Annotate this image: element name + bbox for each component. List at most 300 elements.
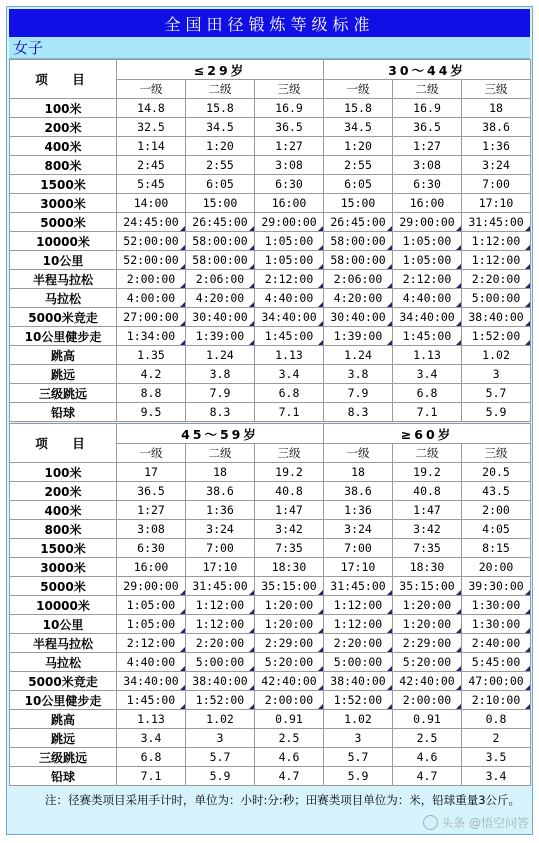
grade-value: 20:00 (462, 558, 531, 577)
grade-value: 8:15 (462, 539, 531, 558)
level-header: 三级 (462, 80, 531, 99)
grade-value: 4.2 (117, 365, 186, 384)
age-group-header: 45～59岁 (117, 424, 324, 444)
event-name: 3000米 (10, 194, 117, 213)
level-header: 二级 (186, 444, 255, 463)
grade-value: 1.13 (117, 710, 186, 729)
grade-value: 5:45 (117, 175, 186, 194)
grade-value: 15.8 (186, 99, 255, 118)
grade-value: 5.9 (186, 767, 255, 786)
event-name: 1500米 (10, 175, 117, 194)
grade-value: 4.7 (393, 767, 462, 786)
grade-value: 3.8 (186, 365, 255, 384)
grade-value: 5:20:00 (393, 653, 462, 672)
grade-value: 38.6 (186, 482, 255, 501)
grade-value: 16:00 (393, 194, 462, 213)
event-name: 半程马拉松 (10, 634, 117, 653)
grade-value: 1.02 (462, 346, 531, 365)
grade-value: 2:12:00 (255, 270, 324, 289)
grade-value: 2:40:00 (462, 634, 531, 653)
grade-value: 1:20 (186, 137, 255, 156)
grade-value: 0.8 (462, 710, 531, 729)
event-name: 跳高 (10, 710, 117, 729)
event-name: 铅球 (10, 767, 117, 786)
grade-value: 5.7 (462, 384, 531, 403)
grade-value: 7.9 (186, 384, 255, 403)
grade-value: 2:55 (324, 156, 393, 175)
table-row (10, 539, 531, 558)
grade-value: 1:20 (324, 137, 393, 156)
watermark (423, 814, 529, 831)
grade-value: 38:40:00 (462, 308, 531, 327)
grade-value: 29:00:00 (117, 577, 186, 596)
item-column-header: 项 目 (10, 424, 117, 463)
grade-value: 38.6 (462, 118, 531, 137)
level-header: 二级 (393, 80, 462, 99)
grade-value: 2:12:00 (393, 270, 462, 289)
grade-value: 3:08 (255, 156, 324, 175)
grade-value: 29:00:00 (393, 213, 462, 232)
table-row (10, 558, 531, 577)
grade-value: 1:05:00 (117, 596, 186, 615)
grade-value: 2:20:00 (462, 270, 531, 289)
grade-value: 16:00 (117, 558, 186, 577)
grade-value: 1:36 (186, 501, 255, 520)
grade-value: 7.1 (255, 403, 324, 422)
grade-value: 5:00:00 (186, 653, 255, 672)
grade-value: 16.9 (393, 99, 462, 118)
grade-value: 4:40:00 (117, 653, 186, 672)
watermark-logo-icon (423, 815, 438, 830)
event-name: 200米 (10, 482, 117, 501)
grade-value: 6:30 (255, 175, 324, 194)
table-row (10, 710, 531, 729)
grade-value: 15:00 (186, 194, 255, 213)
grade-value: 1:45:00 (255, 327, 324, 346)
grade-value: 4:20:00 (186, 289, 255, 308)
event-name: 5000米竞走 (10, 672, 117, 691)
grade-value: 52:00:00 (117, 251, 186, 270)
event-name: 10公里健步走 (10, 327, 117, 346)
event-name: 10公里 (10, 251, 117, 270)
grade-value: 52:00:00 (117, 232, 186, 251)
grade-value: 1.24 (324, 346, 393, 365)
grade-value: 1.02 (324, 710, 393, 729)
grade-value: 3.4 (255, 365, 324, 384)
grade-value: 29:00:00 (255, 213, 324, 232)
grade-value: 31:45:00 (186, 577, 255, 596)
event-name: 半程马拉松 (10, 270, 117, 289)
grade-value: 1:20:00 (393, 596, 462, 615)
age-group-header: 30～44岁 (324, 60, 531, 80)
grade-value: 1:27 (393, 137, 462, 156)
grade-value: 1:12:00 (324, 596, 393, 615)
table-row (10, 346, 531, 365)
level-header: 三级 (255, 444, 324, 463)
table-row (10, 118, 531, 137)
grade-value: 3:24 (462, 156, 531, 175)
age-group-header: ≤29岁 (117, 60, 324, 80)
grade-value: 1:20:00 (255, 615, 324, 634)
level-header: 二级 (186, 80, 255, 99)
table-row (10, 99, 531, 118)
grade-value: 7:00 (462, 175, 531, 194)
table-row (10, 308, 531, 327)
event-name: 400米 (10, 501, 117, 520)
grade-value: 1:47 (393, 501, 462, 520)
event-name: 跳远 (10, 729, 117, 748)
grade-value: 2 (462, 729, 531, 748)
level-header: 三级 (462, 444, 531, 463)
standards-table-lower (9, 423, 531, 786)
grade-value: 17:10 (324, 558, 393, 577)
grade-value: 2:12:00 (117, 634, 186, 653)
grade-value: 18 (324, 463, 393, 482)
level-header: 一级 (117, 80, 186, 99)
grade-value: 1:39:00 (186, 327, 255, 346)
grade-value: 1:12:00 (186, 596, 255, 615)
grade-value: 4:40:00 (393, 289, 462, 308)
grade-value: 1:05:00 (255, 251, 324, 270)
grade-value: 6:30 (393, 175, 462, 194)
grade-value: 39:30:00 (462, 577, 531, 596)
grade-value: 34:40:00 (117, 672, 186, 691)
grade-value: 6:30 (117, 539, 186, 558)
grade-value: 3.4 (393, 365, 462, 384)
event-name: 5000米竞走 (10, 308, 117, 327)
grade-value: 1:14 (117, 137, 186, 156)
grade-value: 8.8 (117, 384, 186, 403)
grade-value: 19.2 (393, 463, 462, 482)
table-row (10, 577, 531, 596)
grade-value: 58:00:00 (186, 232, 255, 251)
grade-value: 1:12:00 (324, 615, 393, 634)
table-row (10, 194, 531, 213)
grade-value: 2:20:00 (324, 634, 393, 653)
grade-value: 17:10 (462, 194, 531, 213)
table-row (10, 137, 531, 156)
grade-value: 1:34:00 (117, 327, 186, 346)
grade-value: 32.5 (117, 118, 186, 137)
grade-value: 58:00:00 (324, 251, 393, 270)
event-name: 10公里健步走 (10, 691, 117, 710)
table-row (10, 653, 531, 672)
grade-value: 17:10 (186, 558, 255, 577)
level-header: 一级 (324, 444, 393, 463)
grade-value: 1.24 (186, 346, 255, 365)
grade-value: 6.8 (117, 748, 186, 767)
grade-value: 3:08 (117, 520, 186, 539)
grade-value: 26:45:00 (324, 213, 393, 232)
grade-value: 35:15:00 (255, 577, 324, 596)
grade-value: 5.9 (462, 403, 531, 422)
table-row (10, 691, 531, 710)
grade-value: 5:20:00 (255, 653, 324, 672)
grade-value: 1:12:00 (186, 615, 255, 634)
grade-value: 0.91 (255, 710, 324, 729)
level-header: 三级 (255, 80, 324, 99)
grade-value: 7:35 (393, 539, 462, 558)
table-row (10, 748, 531, 767)
grade-value: 14.8 (117, 99, 186, 118)
grade-value: 2:00:00 (255, 691, 324, 710)
grade-value: 1:45:00 (117, 691, 186, 710)
grade-value: 14:00 (117, 194, 186, 213)
grade-value: 4.6 (255, 748, 324, 767)
grade-value: 38:40:00 (324, 672, 393, 691)
grade-value: 6:05 (186, 175, 255, 194)
grade-value: 1:47 (255, 501, 324, 520)
grade-value: 3.5 (462, 748, 531, 767)
grade-value: 1:39:00 (324, 327, 393, 346)
grade-value: 1:52:00 (186, 691, 255, 710)
grade-value: 34.5 (324, 118, 393, 137)
grade-value: 7:00 (324, 539, 393, 558)
grade-value: 5.7 (186, 748, 255, 767)
grade-value: 7.9 (324, 384, 393, 403)
level-header: 一级 (324, 80, 393, 99)
grade-value: 5.9 (324, 767, 393, 786)
grade-value: 1:36 (324, 501, 393, 520)
grade-value: 7.1 (393, 403, 462, 422)
table-row (10, 327, 531, 346)
grade-value: 1.13 (393, 346, 462, 365)
grade-value: 3:24 (186, 520, 255, 539)
event-name: 跳高 (10, 346, 117, 365)
grade-value: 5:45:00 (462, 653, 531, 672)
grade-value: 3.4 (462, 767, 531, 786)
table-row (10, 520, 531, 539)
grade-value: 6.8 (393, 384, 462, 403)
event-name: 10公里 (10, 615, 117, 634)
grade-value: 2:06:00 (324, 270, 393, 289)
event-name: 马拉松 (10, 653, 117, 672)
table-row (10, 767, 531, 786)
standards-table-upper (9, 59, 531, 422)
age-group-header: ≥60岁 (324, 424, 531, 444)
grade-value: 3:42 (393, 520, 462, 539)
grade-value: 34:40:00 (255, 308, 324, 327)
grade-value: 5:00:00 (324, 653, 393, 672)
table-row (10, 156, 531, 175)
grade-value: 18:30 (393, 558, 462, 577)
grade-value: 36.5 (255, 118, 324, 137)
table-row (10, 615, 531, 634)
event-name: 马拉松 (10, 289, 117, 308)
grade-value: 58:00:00 (186, 251, 255, 270)
grade-value: 26:45:00 (186, 213, 255, 232)
grade-value: 1:05:00 (117, 615, 186, 634)
age-header-row (10, 424, 531, 444)
event-name: 200米 (10, 118, 117, 137)
grade-value: 8.3 (186, 403, 255, 422)
grade-value: 3 (324, 729, 393, 748)
table-row (10, 501, 531, 520)
grade-value: 2:06:00 (186, 270, 255, 289)
grade-value: 1:36 (462, 137, 531, 156)
grade-value: 1.13 (255, 346, 324, 365)
grade-value: 1:20:00 (393, 615, 462, 634)
gender-label: 女子 (9, 37, 530, 59)
grade-value: 47:00:00 (462, 672, 531, 691)
event-name: 1500米 (10, 539, 117, 558)
table-row (10, 384, 531, 403)
grade-value: 3 (186, 729, 255, 748)
grade-value: 5.7 (324, 748, 393, 767)
grade-value: 30:40:00 (324, 308, 393, 327)
grade-value: 20.5 (462, 463, 531, 482)
watermark-text: 头条 @悟空问答 (441, 816, 529, 830)
grade-value: 4:20:00 (324, 289, 393, 308)
page-title: 全国田径锻炼等级标准 (9, 9, 530, 37)
grade-value: 38:40:00 (186, 672, 255, 691)
grade-value: 2:20:00 (186, 634, 255, 653)
event-name: 三级跳远 (10, 384, 117, 403)
table-row (10, 596, 531, 615)
grade-value: 58:00:00 (324, 232, 393, 251)
table-row (10, 251, 531, 270)
level-header: 二级 (393, 444, 462, 463)
event-name: 100米 (10, 99, 117, 118)
grade-value: 2:00:00 (117, 270, 186, 289)
grade-value: 42:40:00 (255, 672, 324, 691)
table-row (10, 403, 531, 422)
grade-value: 7:35 (255, 539, 324, 558)
event-name: 5000米 (10, 213, 117, 232)
grade-value: 6.8 (255, 384, 324, 403)
grade-value: 1:30:00 (462, 596, 531, 615)
footnote: 注：径赛类项目采用手计时，单位为：小时:分:秒；田赛类项目单位为：米，铅球重量3公斤。 (9, 787, 530, 833)
grade-value: 1:20:00 (255, 596, 324, 615)
grade-value: 18:30 (255, 558, 324, 577)
table-row (10, 232, 531, 251)
grade-value: 1:05:00 (393, 251, 462, 270)
grade-value: 7:00 (186, 539, 255, 558)
grade-value: 1:52:00 (324, 691, 393, 710)
event-name: 800米 (10, 156, 117, 175)
table-row (10, 482, 531, 501)
grade-value: 1:27 (255, 137, 324, 156)
grade-value: 3 (462, 365, 531, 384)
grade-value: 16:00 (255, 194, 324, 213)
grade-value: 42:40:00 (393, 672, 462, 691)
grade-value: 24:45:00 (117, 213, 186, 232)
grade-value: 1:05:00 (255, 232, 324, 251)
table-row (10, 729, 531, 748)
grade-value: 15.8 (324, 99, 393, 118)
event-name: 10000米 (10, 596, 117, 615)
table-row (10, 463, 531, 482)
grade-value: 4:05 (462, 520, 531, 539)
grade-value: 2:55 (186, 156, 255, 175)
grade-value: 18 (186, 463, 255, 482)
grade-value: 38.6 (324, 482, 393, 501)
grade-value: 4.6 (393, 748, 462, 767)
grade-value: 36.5 (393, 118, 462, 137)
grade-value: 2:45 (117, 156, 186, 175)
grade-value: 2:00:00 (393, 691, 462, 710)
grade-value: 3.4 (117, 729, 186, 748)
grade-value: 2:10:00 (462, 691, 531, 710)
grade-value: 8.3 (324, 403, 393, 422)
grade-value: 19.2 (255, 463, 324, 482)
grade-value: 1:05:00 (393, 232, 462, 251)
table-row (10, 175, 531, 194)
grade-value: 1.02 (186, 710, 255, 729)
grade-value: 31:45:00 (324, 577, 393, 596)
grade-value: 2:00 (462, 501, 531, 520)
grade-value: 1:30:00 (462, 615, 531, 634)
grade-value: 40.8 (255, 482, 324, 501)
table-row (10, 634, 531, 653)
grade-value: 2:29:00 (255, 634, 324, 653)
grade-value: 1:52:00 (462, 327, 531, 346)
grade-value: 4.7 (255, 767, 324, 786)
table-row (10, 289, 531, 308)
grade-value: 17 (117, 463, 186, 482)
grade-value: 0.91 (393, 710, 462, 729)
grade-value: 1:27 (117, 501, 186, 520)
grade-value: 34.5 (186, 118, 255, 137)
event-name: 5000米 (10, 577, 117, 596)
grade-value: 1.35 (117, 346, 186, 365)
table-row (10, 213, 531, 232)
grade-value: 2.5 (393, 729, 462, 748)
grade-value: 27:00:00 (117, 308, 186, 327)
grade-value: 16.9 (255, 99, 324, 118)
grade-value: 4:40:00 (255, 289, 324, 308)
grade-value: 36.5 (117, 482, 186, 501)
item-column-header: 项 目 (10, 60, 117, 99)
table-row (10, 365, 531, 384)
table-row (10, 270, 531, 289)
age-header-row (10, 60, 531, 80)
grade-value: 35:15:00 (393, 577, 462, 596)
grade-value: 3.8 (324, 365, 393, 384)
grade-value: 40.8 (393, 482, 462, 501)
grade-value: 43.5 (462, 482, 531, 501)
grade-value: 18 (462, 99, 531, 118)
grade-value: 4:00:00 (117, 289, 186, 308)
grade-value: 3:42 (255, 520, 324, 539)
grade-value: 15:00 (324, 194, 393, 213)
grade-value: 3:24 (324, 520, 393, 539)
grade-value: 5:00:00 (462, 289, 531, 308)
table-row (10, 672, 531, 691)
event-name: 800米 (10, 520, 117, 539)
grade-value: 2:29:00 (393, 634, 462, 653)
grade-value: 1:45:00 (393, 327, 462, 346)
grade-value: 2.5 (255, 729, 324, 748)
grade-value: 7.1 (117, 767, 186, 786)
event-name: 3000米 (10, 558, 117, 577)
event-name: 跳远 (10, 365, 117, 384)
grade-value: 1:12:00 (462, 232, 531, 251)
event-name: 10000米 (10, 232, 117, 251)
event-name: 三级跳远 (10, 748, 117, 767)
grade-value: 1:12:00 (462, 251, 531, 270)
grade-value: 3:08 (393, 156, 462, 175)
event-name: 铅球 (10, 403, 117, 422)
grade-value: 30:40:00 (186, 308, 255, 327)
grade-value: 6:05 (324, 175, 393, 194)
grade-value: 31:45:00 (462, 213, 531, 232)
grade-value: 9.5 (117, 403, 186, 422)
event-name: 400米 (10, 137, 117, 156)
grade-value: 34:40:00 (393, 308, 462, 327)
level-header: 一级 (117, 444, 186, 463)
event-name: 100米 (10, 463, 117, 482)
